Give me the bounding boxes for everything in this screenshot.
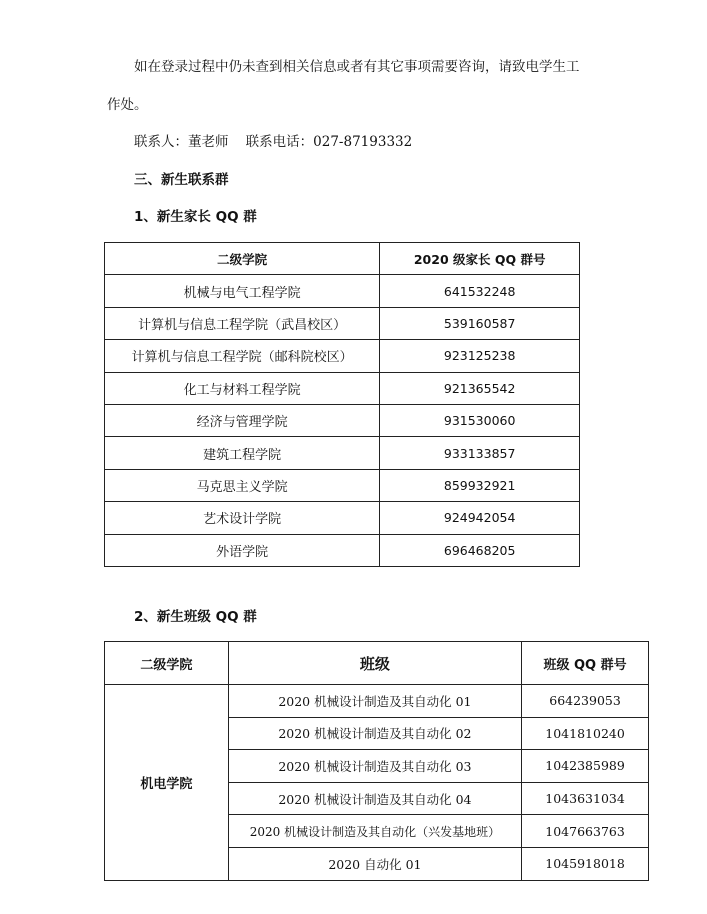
college-cell: 艺术设计学院	[105, 502, 380, 534]
table-header-row	[105, 642, 649, 685]
college-cell: 机械与电气工程学院	[105, 275, 380, 307]
qq-cell: 1041810240	[522, 717, 649, 750]
college-cell: 外语学院	[105, 534, 380, 566]
qq-cell: 933133857	[380, 437, 580, 469]
college-cell: 化工与材料工程学院	[105, 372, 380, 404]
table-row	[105, 469, 580, 501]
table-row	[105, 685, 649, 718]
header-college: 二级学院	[105, 642, 229, 685]
qq-cell: 664239053	[522, 685, 649, 718]
table-row	[105, 437, 580, 469]
qq-cell: 1042385989	[522, 750, 649, 783]
class-cell: 2020 自动化 01	[228, 847, 521, 880]
qq-cell: 641532248	[380, 275, 580, 307]
header-class: 班级	[228, 642, 521, 685]
contact-line: 联系人：董老师 联系电话：027-87193332	[134, 134, 413, 150]
class-cell: 2020 机械设计制造及其自动化 03	[228, 750, 521, 783]
qq-cell: 696468205	[380, 534, 580, 566]
qq-cell: 921365542	[380, 372, 580, 404]
qq-cell: 924942054	[380, 502, 580, 534]
qq-cell: 539160587	[380, 307, 580, 339]
parent-qq-table	[104, 242, 580, 567]
subsection-parent-qq: 1、新生家长 QQ 群	[134, 209, 257, 225]
qq-cell: 1043631034	[522, 782, 649, 815]
qq-cell: 1045918018	[522, 847, 649, 880]
table-row	[105, 307, 580, 339]
college-merged-cell: 机电学院	[105, 685, 229, 881]
table-row	[105, 534, 580, 566]
table-row	[105, 502, 580, 534]
college-cell: 马克思主义学院	[105, 469, 380, 501]
class-cell: 2020 机械设计制造及其自动化 02	[228, 717, 521, 750]
header-college: 二级学院	[105, 243, 380, 275]
class-cell: 2020 机械设计制造及其自动化（兴发基地班）	[228, 815, 521, 848]
table-header-row	[105, 243, 580, 275]
table-row	[105, 372, 580, 404]
intro-line-2: 作处。	[107, 97, 148, 113]
table-row	[105, 275, 580, 307]
college-cell: 建筑工程学院	[105, 437, 380, 469]
subsection-class-qq: 2、新生班级 QQ 群	[134, 609, 257, 625]
qq-cell: 931530060	[380, 404, 580, 436]
section-title: 三、新生联系群	[134, 172, 229, 188]
college-cell: 计算机与信息工程学院（武昌校区）	[105, 307, 380, 339]
class-cell: 2020 机械设计制造及其自动化 01	[228, 685, 521, 718]
qq-cell: 923125238	[380, 340, 580, 372]
table-row	[105, 404, 580, 436]
class-cell: 2020 机械设计制造及其自动化 04	[228, 782, 521, 815]
college-cell: 经济与管理学院	[105, 404, 380, 436]
header-qq: 2020 级家长 QQ 群号	[380, 243, 580, 275]
college-cell: 计算机与信息工程学院（邮科院校区）	[105, 340, 380, 372]
table-row	[105, 340, 580, 372]
class-qq-table	[104, 641, 649, 881]
qq-cell: 1047663763	[522, 815, 649, 848]
qq-cell: 859932921	[380, 469, 580, 501]
header-class-qq: 班级 QQ 群号	[522, 642, 649, 685]
intro-line-1: 如在登录过程中仍未查到相关信息或者有其它事项需要咨询，请致电学生工	[134, 59, 580, 75]
